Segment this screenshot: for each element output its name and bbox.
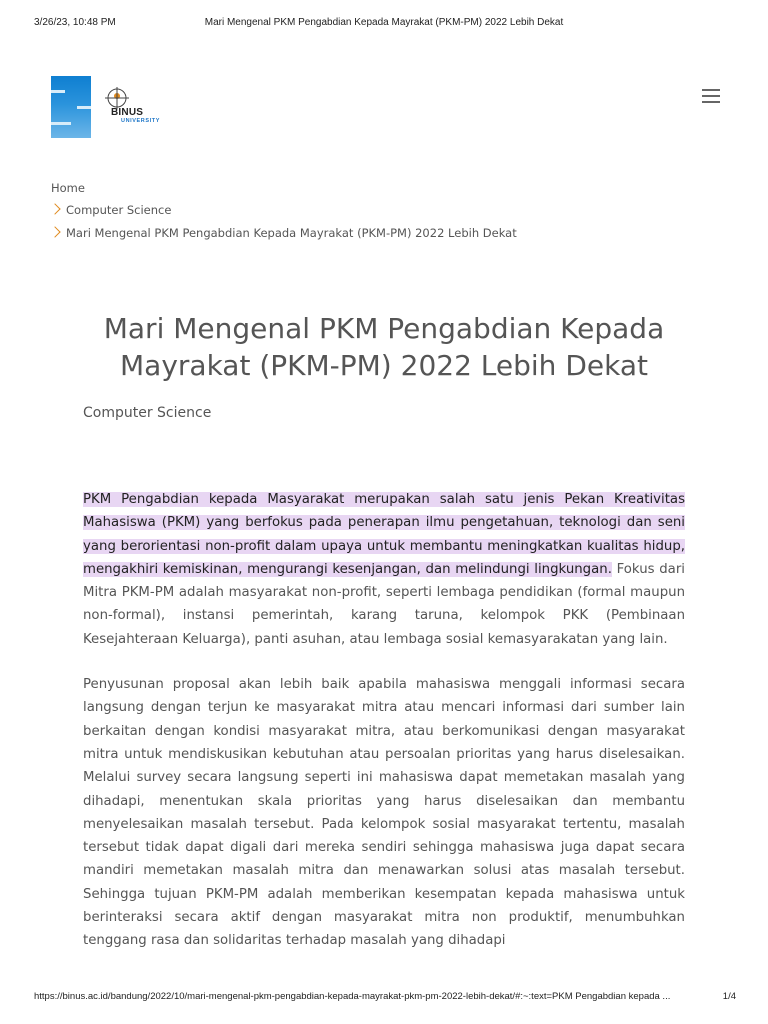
- page-title: Mari Mengenal PKM Pengabdian Kepada Mayrakat (PKM-PM) 2022 Lebih Dekat: [103, 312, 665, 382]
- print-header: [0, 17, 768, 33]
- print-url: https://binus.ac.id/bandung/2022/10/mari-mengenal-pkm-pengabdian-kepada-mayrakat-pkm-pm-2022-lebih-dekat/#:~:text=PKM Pengabdian kepada ...: [34, 991, 671, 1002]
- highlighted-text: PKM Pengabdian kepada Masyarakat merupakan salah satu jenis Pekan Kreativitas Mahasiswa (PKM) yang berfokus pada penerapan ilmu pengetahuan, teknologi dan seni yang berorientasi non-profit dalam upaya untuk membantu meningkatkan kualitas hidup, mengakhiri kemiskinan, mengurangi kesenjangan, dan melindungi lingkungan.: [83, 492, 685, 577]
- print-page-number: 1/4: [722, 991, 736, 1002]
- logo-mark: [51, 76, 91, 138]
- paragraph-text: Fokus dari Mitra PKM-PM adalah masyarakat non-profit, seperti lembaga pendidikan (formal maupun non-formal), instansi pemerintah, karang taruna, kelompok PKK (Pembinaan Kesejahteraan Keluarga), panti asuhan, atau lembaga sosial kemasyarakatan yang lain.: [83, 561, 685, 647]
- article-paragraph: [83, 488, 685, 651]
- logo-text: BINUS: [111, 107, 144, 118]
- breadcrumb-current-page[interactable]: Mari Mengenal PKM Pengabdian Kepada Mayrakat (PKM-PM) 2022 Lebih Dekat: [66, 226, 517, 240]
- article-body: [83, 488, 685, 975]
- print-doc-title: Mari Mengenal PKM Pengabdian Kepada Mayrakat (PKM-PM) 2022 Lebih Dekat: [204, 17, 564, 28]
- print-footer: [0, 991, 768, 1007]
- article-paragraph: Penyusunan proposal akan lebih baik apabila mahasiswa menggali informasi secara langsung dengan terjun ke masyarakat mitra atau mencari informasi dari sumber lain berkaitan dengan kondisi masyarakat mitra, atau berkomunikasi dengan masyarakat mitra untuk mendiskusikan kebutuhan atau persoalan prioritas yang harus diselesaikan. Melalui survey secara langsung seperti ini mahasiswa dapat memetakan masalah yang dihadapi, menentukan skala prioritas yang harus diselesaikan dan membantu menyelesaikan masalah tersebut. Pada kelompok sosial masyarakat tertentu, masalah tersebut tidak dapat digali dari mereka sendiri sehingga mahasiswa juga dapat secara mandiri memetakan masalah mitra dan menawarkan solusi atas masalah tersebut. Sehingga tujuan PKM-PM adalah memberikan kesempatan kepada mahasiswa untuk berinteraksi secara aktif dengan masyarakat mitra non produktif, menumbuhkan tenggang rasa dan solidaritas terhadap masalah yang dihadapi: [83, 677, 685, 949]
- breadcrumb-item: [51, 203, 171, 217]
- chevron-right-icon: [49, 226, 60, 237]
- chevron-right-icon: [49, 203, 60, 214]
- breadcrumb-computer-science[interactable]: Computer Science: [66, 203, 172, 217]
- logo-subtext: UNIVERSITY: [121, 118, 161, 124]
- breadcrumb-item: [51, 226, 517, 240]
- binus-logo[interactable]: [51, 76, 171, 154]
- hamburger-menu-icon[interactable]: [702, 89, 720, 103]
- breadcrumb-home[interactable]: Home: [51, 181, 85, 195]
- print-datetime: 3/26/23, 10:48 PM: [34, 17, 116, 28]
- category-link[interactable]: Computer Science: [83, 405, 212, 421]
